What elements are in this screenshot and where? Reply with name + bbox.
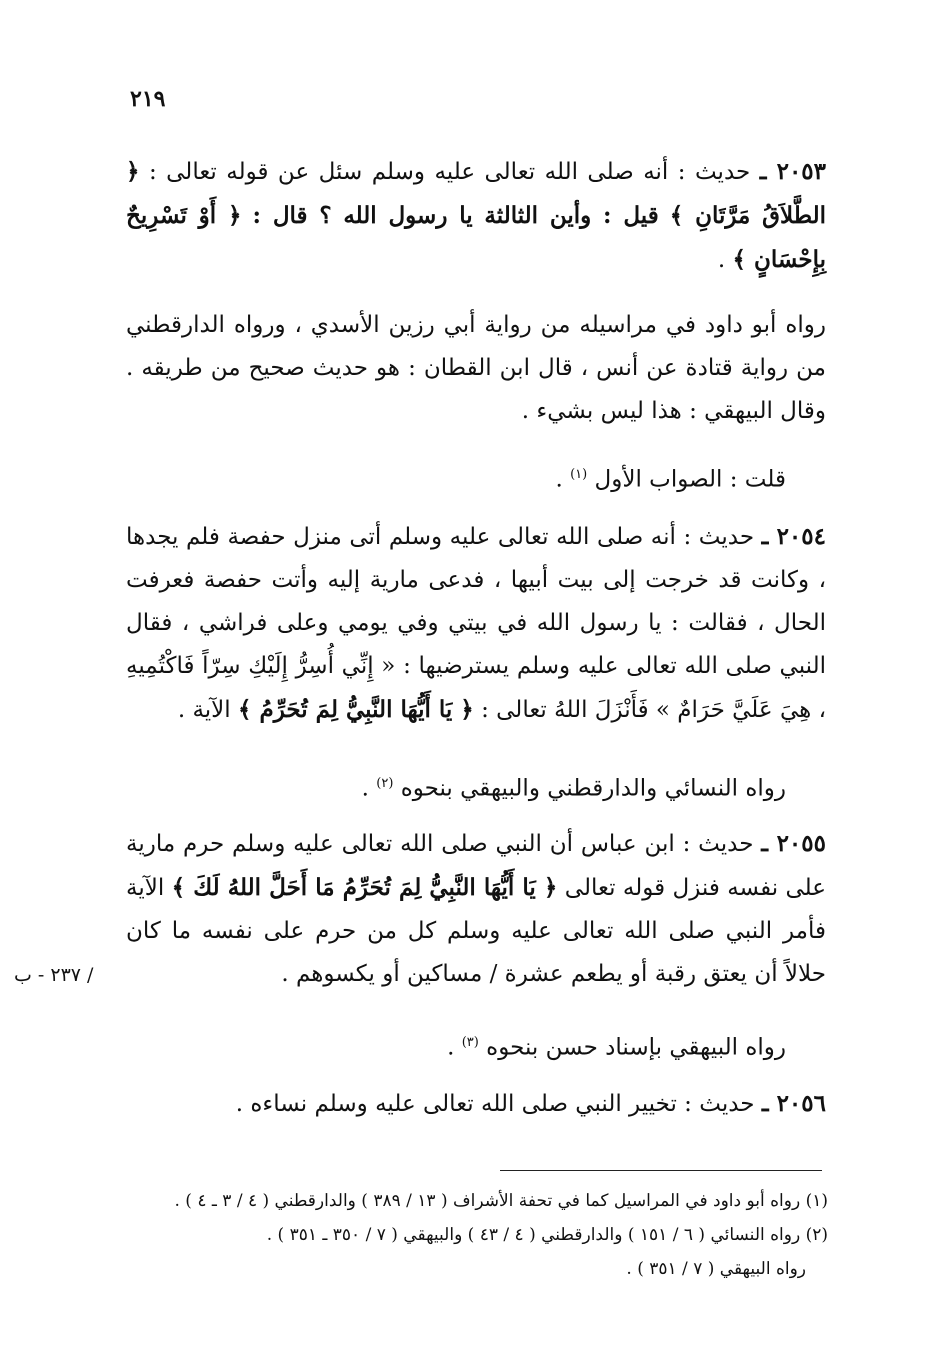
hadith-text: حديث : أنه صلى الله تعالى عليه وسلم سئل عن قوله تعالى :: [148, 159, 751, 185]
commentary-end: .: [361, 775, 369, 802]
footnote-separator: [500, 1170, 822, 1171]
hadith-number: ٢٠٥٤ ـ: [761, 523, 826, 550]
author-note: [126, 453, 826, 502]
footnote-marker: (٢): [376, 776, 394, 791]
commentary-2053: [126, 304, 826, 433]
footnote-1: (١) رواه أبو داود في المراسيل كما في تحفة الأشراف ( ١٣ / ٣٨٩ ) والدارقطني ( ٤ / ٣ ـ ٤ ) .: [174, 1191, 828, 1211]
hadith-text-continued: الآية فأمر النبي صلى الله تعالى عليه وسلم كل من حرم على نفسه ما كان حلالاً أن يعتق رقبة أو يطعم عشرة / مساكين أو يكسوهم .: [126, 875, 826, 987]
page-number: ٢١٩: [130, 86, 166, 112]
note-text: قلت : الصواب الأول: [594, 466, 786, 493]
commentary-2055: [126, 1021, 826, 1070]
hadith-2055: [126, 822, 826, 996]
quran-quote: ﴿ يَا أَيُّهَا النَّبِيُّ لِمَ تُحَرِّمُ ﴾: [238, 696, 474, 723]
quran-quote: ﴿ أَوْ تَسْرِيحٌ بِإِحْسَانٍ ﴾: [126, 202, 826, 273]
footnote-marker: (٣): [461, 1035, 479, 1050]
hadith-text: حديث : تخيير النبي صلى الله تعالى عليه وسلم نساءه .: [235, 1091, 755, 1117]
hadith-2054: [126, 515, 826, 732]
hadith-number: ٢٠٥٥ ـ: [761, 830, 826, 857]
commentary-end: .: [447, 1034, 455, 1061]
footnote-2: (٢) رواه النسائي ( ٦ / ١٥١ ) والدارقطني ( ٤ / ٤٣ ) والبيهقي ( ٧ / ٣٥٠ ـ ٣٥١ ) .: [266, 1225, 828, 1245]
commentary-text: رواه أبو داود في مراسيله من رواية أبي رزين الأسدي ، ورواه الدارقطني من رواية قتادة عن أنس ، قال ابن القطان : هو حديث صحيح من طريقه . وقال البيهقي : هذا ليس بشيء .: [126, 312, 826, 424]
hadith-end: الآية .: [177, 697, 231, 723]
hadith-end: .: [717, 247, 726, 273]
footnote-3: رواه البيهقي ( ٧ / ٣٥١ ) .: [626, 1259, 806, 1279]
hadith-text: حديث : ابن عباس أن النبي صلى الله تعالى عليه وسلم حرم مارية على نفسه فنزل قوله تعالى: [126, 831, 827, 901]
commentary-text: رواه النسائي والدارقطني والبيهقي بنحوه: [400, 775, 786, 802]
commentary-2054: [126, 762, 826, 811]
footnote-marker: (١): [570, 467, 588, 482]
footnotes: [174, 1184, 828, 1286]
quran-quote: ﴿ يَا أَيُّهَا النَّبِيُّ لِمَ تُحَرِّمُ مَا أَحَلَّ اللهُ لَكَ ﴾: [171, 874, 558, 901]
hadith-number: ٢٠٥٦ ـ: [761, 1090, 826, 1117]
manuscript-folio-note: / ٢٣٧ - ب: [14, 964, 94, 986]
hadith-text: حديث : أنه صلى الله تعالى عليه وسلم أتى منزل حفصة فلم يجدها ، وكانت قد خرجت إلى بيت أبيها ، فدعى مارية إليه وأتت حفصة فعرفت الحال ، فقالت : يا رسول الله في بيتي وفي يومي وعلى فراشي ، فقال النبي صلى الله تعالى عليه وسلم يسترضيها : « إِنِّي أُسِرُّ إِلَيْكِ سِرّاً فَاكْتُمِيهِ ، هِيَ عَلَيَّ حَرَامٌ » فَأَنْزَلَ اللهُ تعالى :: [126, 524, 826, 723]
commentary-text: رواه البيهقي بإسناد حسن بنحوه: [486, 1034, 786, 1061]
hadith-2056: [126, 1082, 826, 1126]
quran-quote: ﴿ الطَّلاَقُ مَرَّتَانِ ﴾: [126, 158, 827, 229]
note-end: .: [555, 466, 563, 493]
hadith-number: ٢٠٥٣ ـ: [759, 158, 827, 185]
hadith-text-bold: قيل : وأين الثالثة يا رسول الله ؟ قال :: [252, 202, 659, 229]
hadith-2053: [126, 150, 826, 282]
